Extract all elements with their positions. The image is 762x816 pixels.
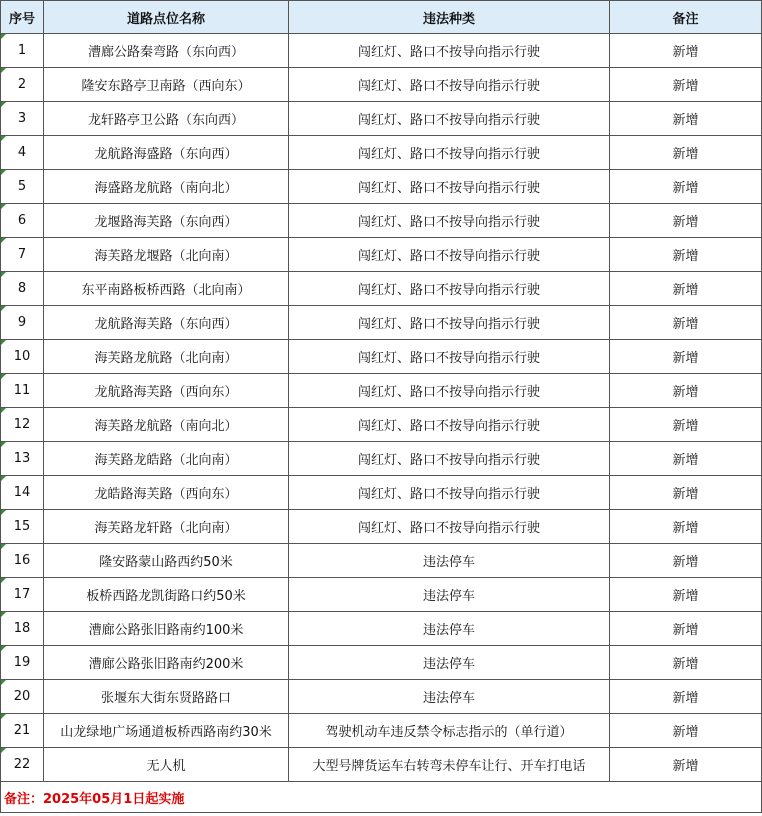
row-number: 22	[1, 748, 44, 782]
header-row	[1, 1, 762, 34]
row-remark: 新增	[610, 612, 762, 646]
table-row	[1, 714, 762, 748]
row-remark: 新增	[610, 748, 762, 782]
row-remark: 新增	[610, 714, 762, 748]
row-number: 18	[1, 612, 44, 646]
row-number: 15	[1, 510, 44, 544]
row-location: 龙轩路亭卫公路（东向西）	[44, 102, 289, 136]
row-number: 2	[1, 68, 44, 102]
row-location: 板桥西路龙凯街路口约50米	[44, 578, 289, 612]
row-violation: 闯红灯、路口不按导向指示行驶	[289, 170, 610, 204]
table-row	[1, 476, 762, 510]
row-number: 16	[1, 544, 44, 578]
row-violation: 违法停车	[289, 646, 610, 680]
row-remark: 新增	[610, 136, 762, 170]
row-violation: 闯红灯、路口不按导向指示行驶	[289, 510, 610, 544]
table-row	[1, 102, 762, 136]
row-violation: 违法停车	[289, 612, 610, 646]
table-row	[1, 510, 762, 544]
row-violation: 闯红灯、路口不按导向指示行驶	[289, 136, 610, 170]
row-remark: 新增	[610, 68, 762, 102]
row-location: 张堰东大街东贤路路口	[44, 680, 289, 714]
row-violation: 闯红灯、路口不按导向指示行驶	[289, 340, 610, 374]
row-number: 14	[1, 476, 44, 510]
row-number: 13	[1, 442, 44, 476]
row-violation: 大型号牌货运车右转弯未停车让行、开车打电话	[289, 748, 610, 782]
row-number: 10	[1, 340, 44, 374]
table-row	[1, 442, 762, 476]
row-remark: 新增	[610, 578, 762, 612]
row-location: 龙航路海芙路（东向西）	[44, 306, 289, 340]
row-violation: 闯红灯、路口不按导向指示行驶	[289, 272, 610, 306]
header-no: 序号	[1, 1, 44, 34]
row-location: 海芙路龙轩路（北向南）	[44, 510, 289, 544]
row-remark: 新增	[610, 680, 762, 714]
row-remark: 新增	[610, 306, 762, 340]
row-number: 20	[1, 680, 44, 714]
row-violation: 闯红灯、路口不按导向指示行驶	[289, 102, 610, 136]
row-location: 龙皓路海芙路（西向东）	[44, 476, 289, 510]
row-location: 漕廊公路秦弯路（东向西）	[44, 34, 289, 68]
row-remark: 新增	[610, 34, 762, 68]
row-number: 12	[1, 408, 44, 442]
row-location: 海芙路龙堰路（北向南）	[44, 238, 289, 272]
row-number: 8	[1, 272, 44, 306]
table-row	[1, 612, 762, 646]
row-remark: 新增	[610, 510, 762, 544]
header-remark: 备注	[610, 1, 762, 34]
row-violation: 闯红灯、路口不按导向指示行驶	[289, 442, 610, 476]
row-location: 隆安路蒙山路西约50米	[44, 544, 289, 578]
row-location: 漕廊公路张旧路南约100米	[44, 612, 289, 646]
row-violation: 闯红灯、路口不按导向指示行驶	[289, 408, 610, 442]
row-violation: 闯红灯、路口不按导向指示行驶	[289, 374, 610, 408]
table-row	[1, 408, 762, 442]
row-violation: 闯红灯、路口不按导向指示行驶	[289, 34, 610, 68]
table-row	[1, 204, 762, 238]
row-remark: 新增	[610, 102, 762, 136]
row-violation: 违法停车	[289, 680, 610, 714]
table-row	[1, 136, 762, 170]
row-location: 山龙绿地广场通道板桥西路南约30米	[44, 714, 289, 748]
row-remark: 新增	[610, 170, 762, 204]
header-violation: 违法种类	[289, 1, 610, 34]
row-remark: 新增	[610, 340, 762, 374]
table-row	[1, 578, 762, 612]
table-row	[1, 68, 762, 102]
row-number: 21	[1, 714, 44, 748]
table-row	[1, 646, 762, 680]
row-remark: 新增	[610, 272, 762, 306]
row-violation: 违法停车	[289, 578, 610, 612]
row-number: 7	[1, 238, 44, 272]
row-remark: 新增	[610, 238, 762, 272]
row-remark: 新增	[610, 442, 762, 476]
row-remark: 新增	[610, 408, 762, 442]
table-row	[1, 306, 762, 340]
row-number: 1	[1, 34, 44, 68]
row-location: 海芙路龙皓路（北向南）	[44, 442, 289, 476]
row-number: 5	[1, 170, 44, 204]
row-violation: 闯红灯、路口不按导向指示行驶	[289, 476, 610, 510]
row-violation: 闯红灯、路口不按导向指示行驶	[289, 238, 610, 272]
row-number: 4	[1, 136, 44, 170]
row-location: 龙航路海芙路（西向东）	[44, 374, 289, 408]
row-location: 漕廊公路张旧路南约200米	[44, 646, 289, 680]
row-remark: 新增	[610, 374, 762, 408]
table-row	[1, 170, 762, 204]
row-number: 6	[1, 204, 44, 238]
header-location: 道路点位名称	[44, 1, 289, 34]
row-remark: 新增	[610, 204, 762, 238]
row-violation: 闯红灯、路口不按导向指示行驶	[289, 204, 610, 238]
row-number: 9	[1, 306, 44, 340]
row-location: 海盛路龙航路（南向北）	[44, 170, 289, 204]
footnote: 备注：2025年05月1日起实施	[1, 782, 762, 813]
table-row	[1, 340, 762, 374]
row-location: 海芙路龙航路（北向南）	[44, 340, 289, 374]
row-violation: 闯红灯、路口不按导向指示行驶	[289, 68, 610, 102]
row-number: 11	[1, 374, 44, 408]
table-row	[1, 34, 762, 68]
table-row	[1, 374, 762, 408]
row-number: 3	[1, 102, 44, 136]
row-violation: 违法停车	[289, 544, 610, 578]
table-row	[1, 544, 762, 578]
table-row	[1, 748, 762, 782]
row-violation: 闯红灯、路口不按导向指示行驶	[289, 306, 610, 340]
table-row	[1, 680, 762, 714]
row-violation: 驾驶机动车违反禁令标志指示的（单行道）	[289, 714, 610, 748]
row-remark: 新增	[610, 476, 762, 510]
row-location: 隆安东路亭卫南路（西向东）	[44, 68, 289, 102]
row-remark: 新增	[610, 544, 762, 578]
row-number: 19	[1, 646, 44, 680]
footnote-row	[1, 782, 762, 813]
row-location: 龙堰路海芙路（东向西）	[44, 204, 289, 238]
row-remark: 新增	[610, 646, 762, 680]
table-row	[1, 238, 762, 272]
row-location: 无人机	[44, 748, 289, 782]
table-row	[1, 272, 762, 306]
row-location: 龙航路海盛路（东向西）	[44, 136, 289, 170]
row-location: 东平南路板桥西路（北向南）	[44, 272, 289, 306]
row-location: 海芙路龙航路（南向北）	[44, 408, 289, 442]
row-number: 17	[1, 578, 44, 612]
